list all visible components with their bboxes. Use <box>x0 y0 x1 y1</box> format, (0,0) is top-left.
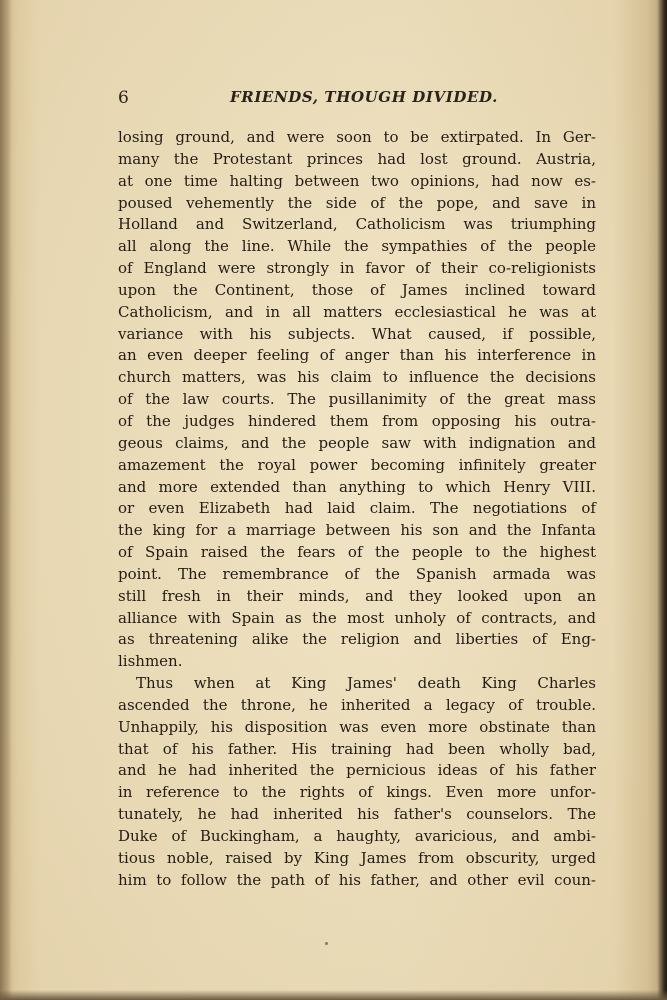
text-line: an even deeper feeling of anger than his interference in <box>118 346 596 365</box>
text-line: church matters, was his claim to influence the decisions <box>118 368 596 387</box>
text-line: amazement the royal power becoming infinitely greater <box>118 455 596 474</box>
text-line: losing ground, and were soon to be extirpated. In Ger- <box>118 128 596 146</box>
running-head: FRIENDS, THOUGH DIVIDED. <box>230 88 498 106</box>
text-line: of England were strongly in favor of their co-religionists <box>118 259 596 278</box>
text-line: upon the Continent, those of James inclined toward <box>118 280 596 299</box>
text-line: Unhappily, his disposition was even more obstinate than <box>118 717 596 736</box>
page-number: 6 <box>118 88 129 108</box>
text-line: Thus when at King James' death King Charles <box>136 674 596 693</box>
page-header <box>118 88 598 116</box>
text-line: lishmen. <box>118 652 183 671</box>
text-line: Holland and Switzerland, Catholicism was triumphing <box>118 215 596 234</box>
text-line: variance with his subjects. What caused, if possible, <box>118 324 596 343</box>
text-line: alliance with Spain as the most unholy of contracts, and <box>118 608 596 627</box>
text-line: many the Protestant princes had lost ground. Austria, <box>118 149 596 168</box>
text-line: point. The remembrance of the Spanish armada was <box>118 564 596 583</box>
text-line: and he had inherited the pernicious ideas of his father <box>118 761 596 780</box>
text-line: him to follow the path of his father, and other evil coun- <box>118 870 596 889</box>
spine-edge <box>0 0 12 1000</box>
right-page-edge <box>657 0 667 1000</box>
bottom-page-edge <box>0 990 667 1000</box>
text-line: in reference to the rights of kings. Even more unfor- <box>118 783 596 802</box>
page-blemish <box>325 942 328 945</box>
text-line: at one time halting between two opinions, had now es- <box>118 171 596 190</box>
text-line: and more extended than anything to which Henry VIII. <box>118 477 596 496</box>
text-line: poused vehemently the side of the pope, and save in <box>118 193 596 212</box>
text-line: tunately, he had inherited his father's counselors. The <box>118 805 596 824</box>
text-line: of Spain raised the fears of the people to the highest <box>118 543 596 562</box>
text-line: Duke of Buckingham, a haughty, avaricious, and ambi- <box>118 827 596 845</box>
text-line: of the law courts. The pusillanimity of the great mass <box>118 390 596 409</box>
text-line: the king for a marriage between his son and the Infanta <box>118 521 596 540</box>
text-line: tious noble, raised by King James from obscurity, urged <box>118 848 596 867</box>
text-line: Catholicism, and in all matters ecclesiastical he was at <box>118 302 596 321</box>
text-line: ascended the throne, he inherited a legacy of trouble. <box>118 695 596 714</box>
text-line: or even Elizabeth had laid claim. The negotiations of <box>118 499 596 518</box>
text-line: still fresh in their minds, and they looked upon an <box>118 586 596 605</box>
body-text <box>118 127 596 892</box>
text-line: of the judges hindered them from opposing his outra- <box>118 411 596 430</box>
text-line: that of his father. His training had been wholly bad, <box>118 739 596 758</box>
text-line: geous claims, and the people saw with indignation and <box>118 433 596 452</box>
text-line: as threatening alike the religion and liberties of Eng- <box>118 630 596 649</box>
text-line: all along the line. While the sympathies of the people <box>118 237 596 256</box>
